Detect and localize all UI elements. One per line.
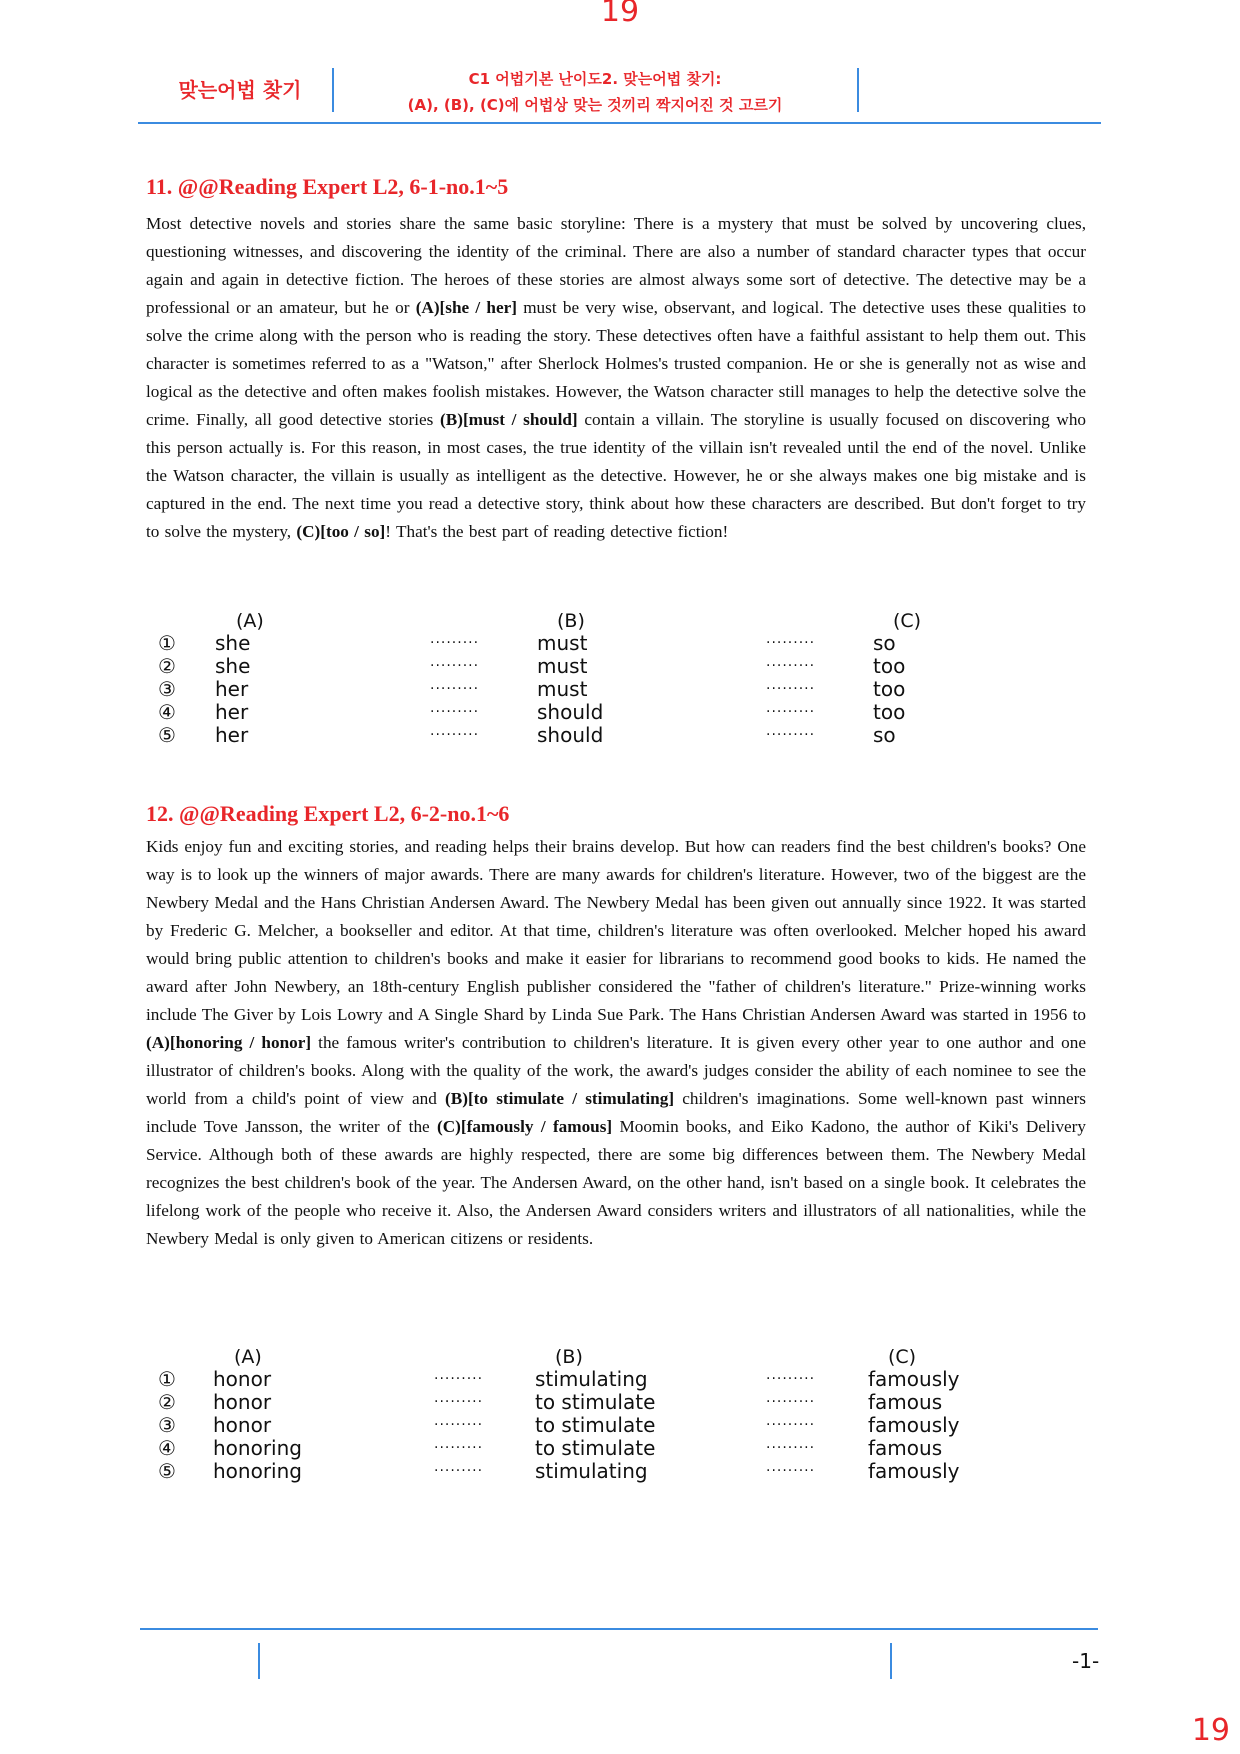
leader-dots: ········· (766, 727, 816, 743)
passage-text: children's imaginations. Some well-known past winners include Tove Jansson, the writer of the (146, 1089, 1086, 1136)
leader-dots: ········· (434, 1463, 484, 1479)
header-subtitle (334, 66, 856, 118)
option-a: her (215, 677, 249, 701)
option-c: too (873, 700, 906, 724)
option-number: ④ (158, 1436, 176, 1460)
column-header-b: (B) (557, 610, 585, 632)
blank-b: (B)[must / should] (440, 410, 578, 429)
option-a: honoring (213, 1459, 302, 1483)
header-divider-right (857, 68, 859, 112)
option-c: so (873, 723, 896, 747)
answer-option-4[interactable] (146, 701, 966, 724)
option-b: must (537, 631, 588, 655)
option-number: ① (158, 631, 176, 655)
option-a: she (215, 631, 251, 655)
leader-dots: ········· (430, 658, 480, 674)
option-a: her (215, 700, 249, 724)
answer-option-5[interactable] (146, 724, 966, 747)
blank-a: (A)[honoring / honor] (146, 1033, 312, 1052)
option-number: ⑤ (158, 1459, 176, 1483)
option-a: honor (213, 1413, 272, 1437)
option-number: ④ (158, 700, 176, 724)
leader-dots: ········· (430, 704, 480, 720)
passage-text: Kids enjoy fun and exciting stories, and reading helps their brains develop. But how can readers find the best children's books? One way is to look up the winners of major awards. There are many awards for children's literature. However, two of the biggest are the Newbery Medal and the Hans Christian Andersen Award. The Newbery Medal has been given out annually since 1922. It was started by Frederic G. Melcher, a bookseller and editor. At that time, children's literature was often overlooked. Melcher hoped his award would bring public attention to children's books and make it easier for librarians to recommend good books to kids. He named the award after John Newbery, an 18th-century English publisher considered the "father of children's literature." Prize-winning works include The Giver by Lois Lowry and A Single Shard by Linda Sue Park. The Hans Christian Andersen Award was started in 1956 to (146, 837, 1086, 1024)
column-header-c: (C) (893, 610, 922, 632)
passage-text: Most detective novels and stories share the same basic storyline: There is a mystery that must be solved by uncovering clues, questioning witnesses, and discovering the identity of the criminal. There are also a number of standard character types that occur again and again in detective fiction. The heroes of these stories are almost always some sort of detective. The detective may be a professional or an amateur, but he or (146, 214, 1086, 317)
option-a: she (215, 654, 251, 678)
option-number: ② (158, 1390, 176, 1414)
blank-c: (C)[famously / famous] (437, 1117, 613, 1136)
option-c: too (873, 654, 906, 678)
footer-rule (140, 1628, 1098, 1630)
leader-dots: ········· (434, 1417, 484, 1433)
leader-dots: ········· (766, 1417, 816, 1433)
leader-dots: ········· (766, 1371, 816, 1387)
option-c: too (873, 677, 906, 701)
option-b: should (537, 700, 604, 724)
option-a: honoring (213, 1436, 302, 1460)
question-11-title: 11. @@Reading Expert L2, 6-1-no.1~5 (146, 174, 509, 199)
option-a: her (215, 723, 249, 747)
blank-b: (B)[to stimulate / stimulating] (445, 1089, 675, 1108)
leader-dots: ········· (430, 727, 480, 743)
leader-dots: ········· (766, 1463, 816, 1479)
answer-option-4[interactable] (146, 1437, 966, 1460)
header-subtitle-line1: C1 어법기본 난이도2. 맞는어법 찾기: (468, 70, 722, 88)
column-header-a: (A) (236, 610, 264, 632)
passage-text: must be very wise, observant, and logical. The detective uses these qualities to solve the crime along with the person who is reading the story. These detectives often have a faithful assistant to help them out. This character is sometimes referred to as a "Watson," after Sherlock Holmes's trusted companion. He or she is generally not as wise and logical as the detective and often makes foolish mistakes. However, the Watson character still manages to help the detective solve the crime. Finally, all good detective stories (146, 298, 1087, 429)
answer-option-3[interactable] (146, 1414, 966, 1437)
column-header-b: (B) (555, 1346, 583, 1368)
leader-dots: ········· (430, 681, 480, 697)
blank-a: (A)[she / her] (415, 298, 517, 317)
option-c: famously (868, 1459, 960, 1483)
option-c: famous (868, 1436, 943, 1460)
answer-option-2[interactable] (146, 655, 966, 678)
option-b: to stimulate (535, 1436, 656, 1460)
column-header-a: (A) (234, 1346, 262, 1368)
blank-c: (C)[too / so] (296, 522, 386, 541)
option-a: honor (213, 1367, 272, 1391)
answer-option-1[interactable] (146, 632, 966, 655)
question-12-title: 12. @@Reading Expert L2, 6-2-no.1~6 (146, 801, 510, 826)
option-c: so (873, 631, 896, 655)
answer-option-5[interactable] (146, 1460, 966, 1483)
answer-option-3[interactable] (146, 678, 966, 701)
passage-text: Moomin books, and Eiko Kadono, the author of Kiki's Delivery Service. Although both of these awards are highly respected, there are some big differences between them. The Newbery Medal recognizes the best children's book of the year. The Andersen Award, on the other hand, isn't based on a single book. It celebrates the lifelong work of the people who receive it. Also, the Andersen Award considers writers and illustrators of all nationalities, while the Newbery Medal is only given to American citizens or residents. (146, 1117, 1086, 1248)
option-b: to stimulate (535, 1390, 656, 1414)
option-number: ① (158, 1367, 176, 1391)
leader-dots: ········· (430, 635, 480, 651)
column-header-c: (C) (888, 1346, 917, 1368)
question-11-passage (146, 210, 1086, 546)
footer-divider-left (258, 1643, 260, 1679)
answer-option-2[interactable] (146, 1391, 966, 1414)
passage-text: ! That's the best part of reading detective fiction! (385, 522, 729, 541)
option-c: famous (868, 1390, 943, 1414)
header-title: 맞는어법 찾기 (178, 78, 302, 102)
passage-text: contain a villain. The storyline is usually focused on discovering who this person actually is. For this reason, in most cases, the true identity of the villain isn't revealed until the end of the novel. Unlike the Watson character, the villain is usually as intelligent as the detective. However, he or she always makes one big mistake and is captured in the end. The next time you read a detective story, think about how these characters are described. But don't forget to try to solve the mystery, (146, 410, 1087, 541)
corner-page-number: 19 (1191, 1713, 1230, 1748)
option-b: must (537, 654, 588, 678)
option-b: stimulating (535, 1367, 648, 1391)
leader-dots: ········· (766, 635, 816, 651)
header-subtitle-line2: (A), (B), (C)에 어법상 맞는 것끼리 짝지어진 것 고르기 (407, 96, 783, 114)
option-a: honor (213, 1390, 272, 1414)
question-12-options (146, 1345, 966, 1485)
leader-dots: ········· (766, 704, 816, 720)
option-number: ② (158, 654, 176, 678)
leader-dots: ········· (434, 1394, 484, 1410)
footer-divider-right (890, 1643, 892, 1679)
footer-page-number: -1- (1072, 1649, 1100, 1673)
option-number: ③ (158, 677, 176, 701)
question-12-passage (146, 833, 1086, 1253)
leader-dots: ········· (434, 1371, 484, 1387)
leader-dots: ········· (766, 1440, 816, 1456)
leader-dots: ········· (766, 1394, 816, 1410)
option-b: stimulating (535, 1459, 648, 1483)
option-number: ③ (158, 1413, 176, 1437)
option-c: famously (868, 1413, 960, 1437)
answer-option-1[interactable] (146, 1368, 966, 1391)
top-page-number: 19 (600, 0, 640, 29)
option-b: must (537, 677, 588, 701)
leader-dots: ········· (766, 681, 816, 697)
question-11-options (146, 609, 966, 749)
passage-text: the famous writer's contribution to children's literature. It is given every other year to one author and one illustrator of children's books. Along with the quality of the work, the award's judges consider the ability of each nominee to see the world from a child's point of view and (146, 1033, 1086, 1108)
leader-dots: ········· (766, 658, 816, 674)
option-b: to stimulate (535, 1413, 656, 1437)
option-number: ⑤ (158, 723, 176, 747)
option-b: should (537, 723, 604, 747)
leader-dots: ········· (434, 1440, 484, 1456)
header-rule (138, 122, 1101, 124)
option-c: famously (868, 1367, 960, 1391)
